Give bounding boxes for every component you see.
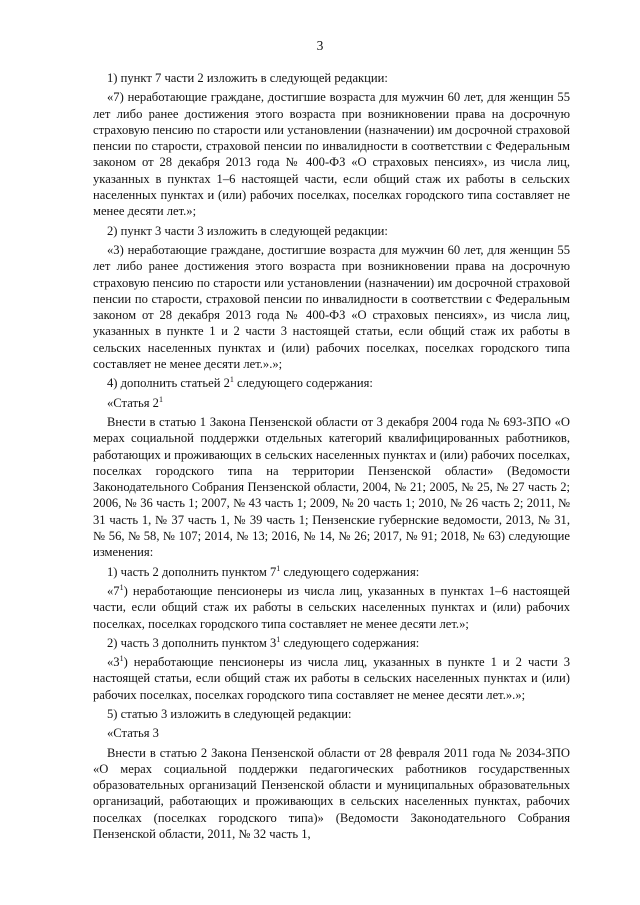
paragraph-point-3: «3) неработающие граждане, достигшие возраста для мужчин 60 лет, для женщин 55 лет либо ранее достижения этого возраста при возникновении права на досрочную страховую пенсию по старости или установлении (назначении) им досрочной страховой пенсии по старости, страховой пенсии по инвалидности в соответствии с Федеральным законом от 28 декабря 2013 года № 400-ФЗ «О страховых пенсиях», из числа лиц, указанных в пункте 1 и 2 части 3 настоящей статьи, если общий стаж их работы в сельских населенных пунктах и (или) рабочих поселках, поселках городского типа составляет не менее десяти лет.».»;: [93, 242, 570, 372]
article-2-1-heading: «Статья $2^1$: [107, 394, 163, 410]
paragraph-item-2: 2) пункт 3 части 3 изложить в следующей редакции:: [107, 223, 388, 238]
paragraph-point-7: «7) неработающие граждане, достигшие возраста для мужчин 60 лет, для женщин 55 лет либо ранее достижения этого возраста при возникновении права на досрочную страховую пенсию по старости или установлении (назначении) им досрочной страховой пенсии по старости, страховой пенсии по инвалидности в соответствии с Федеральным законом от 28 декабря 2013 года № 400-ФЗ «О страховых пенсиях», из числа лиц, указанных в пунктах 1–6 настоящей части, если общий стаж их работы в сельских населенных пунктах и (или) рабочих поселках, поселках городского типа составляет не менее десяти лет.»;: [93, 90, 570, 219]
paragraph-point-3-1: «$3^1$) неработающие пенсионеры из числа лиц, указанных в пункте 1 и 2 части 3 настоящей статьи, если общий стаж их работы в сельских населенных пунктах и (или) рабочих поселках, поселках городского типа составляет не менее десяти лет.».»;: [93, 654, 570, 702]
paragraph-item-5: 5) статью 3 изложить в следующей редакции:: [107, 706, 352, 721]
page-number: 3: [316, 38, 324, 53]
paragraph-item-1: 1) пункт 7 части 2 изложить в следующей редакции:: [107, 71, 388, 85]
paragraph-item-4: 4) дополнить статьей $2^1$ следующего содержания:: [107, 375, 373, 391]
paragraph-point-7-1: «$7^1$) неработающие пенсионеры из числа лиц, указанных в пунктах 1–6 настоящей части, если общий стаж их работы в сельских населенных пунктах и (или) рабочих поселках, поселках городского типа составляет не менее десяти лет.»;: [93, 582, 570, 631]
paragraph-part-2-addition: 1) часть 2 дополнить пунктом $7^1$ следующего содержания:: [107, 563, 420, 579]
article-3-heading: «Статья 3: [107, 726, 159, 741]
document-body: [93, 70, 570, 842]
paragraph-amend-law-2034: Внести в статью 2 Закона Пензенской области от 28 февраля 2011 года № 2034-ЗПО «О мерах социальной поддержки педагогических работников государственных образовательных организаций Пензенской области и муниципальных образовательных организаций, работающих и проживающих в сельских населенных пунктах, рабочих поселках (поселках городского типа)» (Ведомости Законодательного Собрания Пензенской области, 2011, № 32 часть 1,: [93, 745, 570, 842]
paragraph-amend-law-693: Внести в статью 1 Закона Пензенской области от 3 декабря 2004 года № 693-ЗПО «О мерах социальной поддержки отдельных категорий квалифицированных работников, работающих и проживающих в сельских населенных пунктах и (или) рабочих поселках, поселках городского типа на территории Пензенской области» (Ведомости Законодательного Собрания Пензенской области, 2004, № 21; 2005, № 25, № 27 часть 2; 2006, № 36 часть 1; 2007, № 43 часть 1; 2009, № 20 часть 1; 2010, № 26 часть 2; 2011, № 31 часть 1, № 37 часть 1, № 39 часть 1; Пензенские губернские ведомости, 2013, № 31, № 56, № 58, № 107; 2014, № 13; 2016, № 14, № 26; 2017, № 91; 2018, № 63) следующие изменения:: [93, 414, 570, 560]
paragraph-part-3-addition: 2) часть 3 дополнить пунктом $3^1$ следующего содержания:: [107, 634, 420, 650]
